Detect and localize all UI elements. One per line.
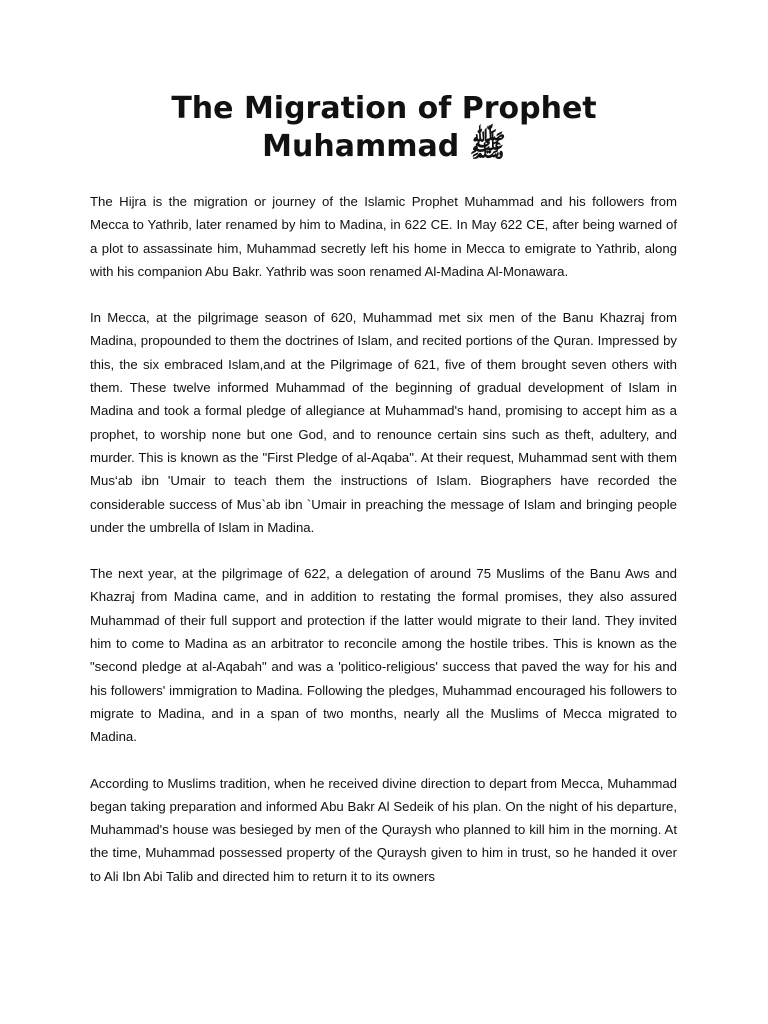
paragraph-3: The next year, at the pilgrimage of 622, a delegation of around 75 Muslims of the Banu Aws and Khazraj from Madina came, and in addition to restating the formal promises, they also assured Muhammad of their full support and protection if the latter would migrate to their land. They invited him to come to Madina as an arbitrator to reconcile among the hostile tribes. This is known as the "second pledge at al-Aqabah" and was a 'politico-religious' success that paved the way for his and his followers' immigration to Madina. Following the pledges, Muhammad encouraged his followers to migrate to Madina, and in a span of two months, nearly all the Muslims of Mecca migrated to Madina.	[90, 566, 677, 745]
paragraph-2: In Mecca, at the pilgrimage season of 620, Muhammad met six men of the Banu Khazraj from Madina, propounded to them the doctrines of Islam, and recited portions of the Quran. Impressed by this, the six embraced Islam,and at the Pilgrimage of 621, five of them brought seven others with them. These twelve informed Muhammad of the beginning of gradual development of Islam in Madina and took a formal pledge of allegiance at Muhammad's hand, promising to accept him as a prophet, to worship none but one God, and to renounce certain sins such as theft, adultery, and murder. This is known as the "First Pledge of al-Aqaba". At their request, Muhammad sent with them Mus‘ab ibn 'Umair to teach them the instructions of Islam. Biographers have recorded the considerable success of Mus`ab ibn `Umair in preaching the message of Islam and bringing people under the umbrella of Islam in Madina.	[90, 310, 677, 535]
document-body	[90, 190, 677, 911]
title-line-1: The Migration of Prophet	[171, 91, 597, 126]
page-title	[90, 90, 678, 166]
title-line-2: Muhammad ﷺ	[262, 129, 506, 164]
paragraph-1: The Hijra is the migration or journey of the Islamic Prophet Muhammad and his followers from Mecca to Yathrib, later renamed by him to Madina, in 622 CE. In May 622 CE, after being warned of a plot to assassinate him, Muhammad secretly left his home in Mecca to emigrate to Yathrib, along with his companion Abu Bakr. Yathrib was soon renamed Al-Madina Al-Monawara.	[90, 194, 677, 279]
paragraph-4: According to Muslims tradition, when he received divine direction to depart from Mecca, Muhammad began taking preparation and informed Abu Bakr Al Sedeik of his plan. On the night of his departure, Muhammad's house was besieged by men of the Quraysh who planned to kill him in the morning. At the time, Muhammad possessed property of the Quraysh given to him in trust, so he handed it over to Ali Ibn Abi Talib and directed him to return it to its owners	[90, 775, 677, 884]
